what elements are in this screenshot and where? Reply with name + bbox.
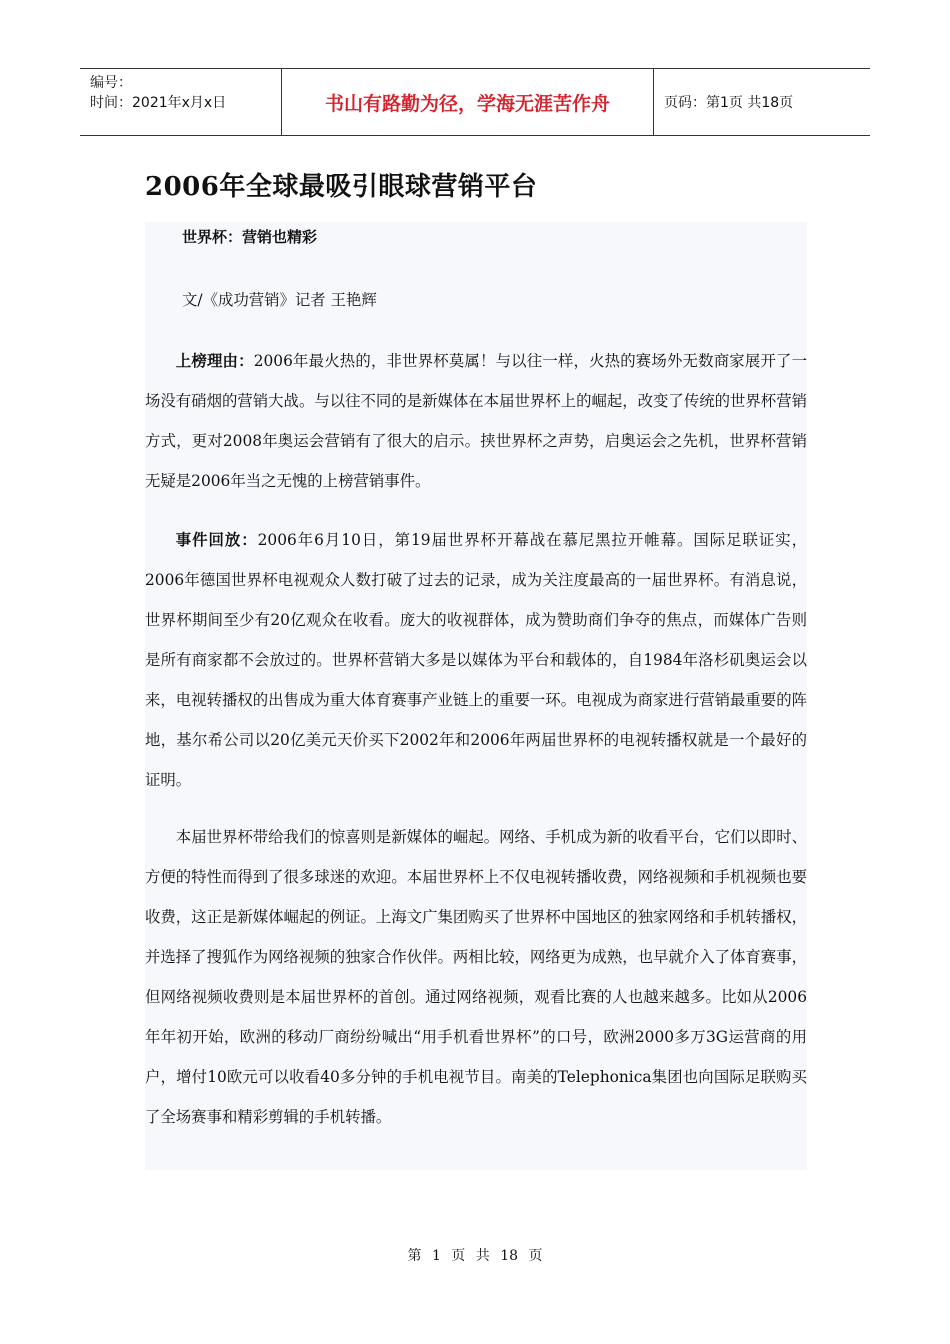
article-body	[145, 222, 807, 1170]
paragraph-review	[145, 520, 807, 800]
number-label: 编号：	[90, 75, 132, 91]
header-motto: 书山有路勤为径，学海无涯苦作舟	[282, 69, 654, 135]
paragraph-text: 2006年最火热的，非世界杯莫属！与以往一样，火热的赛场外无数商家展开了一场没有硝烟的营销大战。与以往不同的是新媒体在本届世界杯上的崛起，改变了传统的世界杯营销方式，更对2008年奥运会营销有了很大的启示。挟世界杯之声势，启奥运会之先机，世界杯营销无疑是2006年当之无愧的上榜营销事件。	[145, 352, 807, 490]
article-byline: 文/《成功营销》记者 王艳辉	[182, 291, 377, 309]
paragraph-lead: 上榜理由：	[175, 352, 254, 370]
page-title: 2006年全球最吸引眼球营销平台	[145, 172, 538, 202]
article-subhead: 世界杯：营销也精彩	[182, 228, 318, 246]
paragraph-text: 本届世界杯带给我们的惊喜则是新媒体的崛起。网络、手机成为新的收看平台，它们以即时、方便的特性而得到了很多球迷的欢迎。本届世界杯上不仅电视转播收费，网络视频和手机视频也要收费，这正是新媒体崛起的例证。上海文广集团购买了世界杯中国地区的独家网络和手机转播权，并选择了搜狐作为网络视频的独家合作伙伴。两相比较，网络更为成熟，也早就介入了体育赛事，但网络视频收费则是本届世界杯的首创。通过网络视频，观看比赛的人也越来越多。比如从2006年年初开始，欧洲的移动厂商纷纷喊出“用手机看世界杯”的口号，欧洲2000多万3G运营商的用户，增付10欧元可以收看40多分钟的手机电视节目。南美的Telephonica集团也向国际足联购买了全场赛事和精彩剪辑的手机转播。	[145, 828, 807, 1126]
paragraph-reason	[145, 341, 807, 501]
page-footer: 第 1 页 共 18 页	[407, 1248, 543, 1264]
paragraph-new-media	[145, 817, 807, 1137]
date-label: 时间：2021年x月x日	[90, 95, 227, 111]
paragraph-text: 2006年6月10日，第19届世界杯开幕战在慕尼黑拉开帷幕。国际足联证实，2006年德国世界杯电视观众人数打破了过去的记录，成为关注度最高的一届世界杯。有消息说，世界杯期间至少有20亿观众在收看。庞大的收视群体，成为赞助商们争夺的焦点，而媒体广告则是所有商家都不会放过的。世界杯营销大多是以媒体为平台和载体的，自1984年洛杉矶奥运会以来，电视转播权的出售成为重大体育赛事产业链上的重要一环。电视成为商家进行营销最重要的阵地，基尔希公司以20亿美元天价买下2002年和2006年两届世界杯的电视转播权就是一个最好的证明。	[145, 531, 807, 789]
paragraph-lead: 事件回放：	[175, 531, 258, 549]
document-header	[80, 68, 870, 136]
header-meta	[80, 69, 282, 135]
header-page-info: 页码：第1页 共18页	[664, 95, 794, 111]
